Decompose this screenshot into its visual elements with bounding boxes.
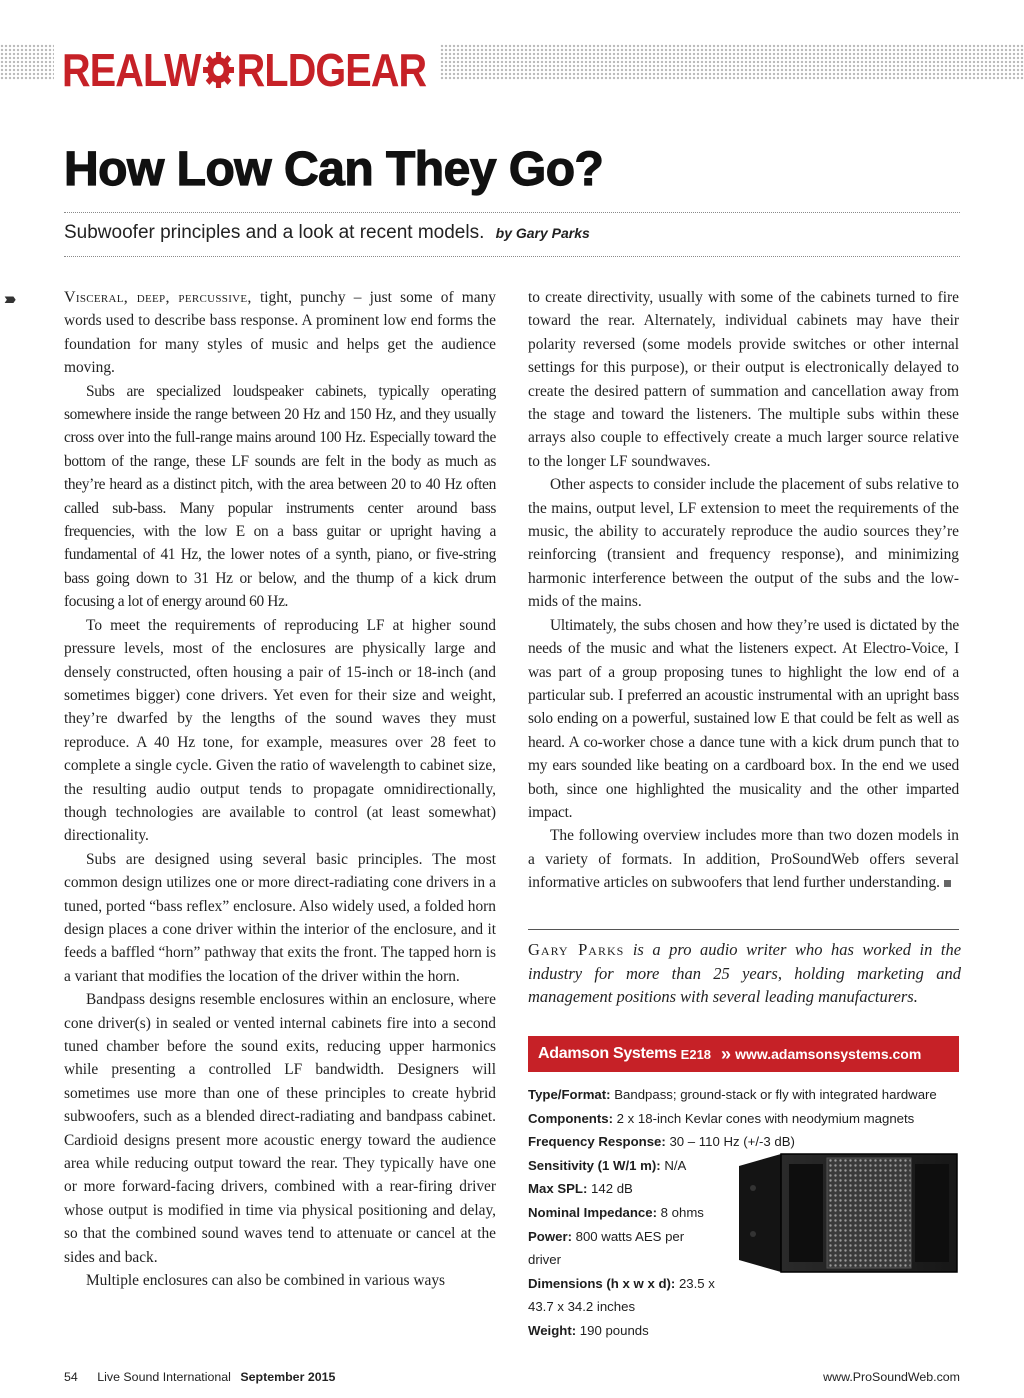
article-title: How Low Can They Go?	[64, 143, 604, 196]
paragraph: The following overview includes more than two dozen models in a variety of formats. In addition, ProSoundWeb offers several informative articles on subwoofers that lend further understanding.	[528, 827, 959, 892]
masthead-logo	[62, 44, 426, 96]
bio-rule	[528, 929, 959, 930]
title-rule	[64, 212, 960, 213]
chevrons-right-icon: ›››››	[4, 289, 13, 308]
article-column-2	[528, 286, 959, 895]
page-footer	[64, 1370, 960, 1384]
spec-row: Frequency Response: 30 – 110 Hz (+/-3 dB)	[528, 1134, 795, 1150]
masthead-dots-right	[440, 44, 1024, 80]
author-bio	[528, 938, 961, 1009]
page-number: 54	[64, 1370, 78, 1384]
bio-name: Gary Parks	[528, 940, 625, 959]
end-square-icon	[944, 880, 951, 887]
paragraph: Subs are specialized loudspeaker cabinets, typically operating somewhere inside the range between 20 Hz and 150 Hz, and they usually cross over into the full-range mains around 100 Hz. Especially toward the bottom of the range, these LF sounds are felt in the body as much as they’re heard as a distinct pitch, with the area between 20 to 40 Hz often called sub-bass. Many popular instruments center around bass frequencies, with the low E on a bass guitar or upright having a fundamental of 41 Hz, the lower notes of a synth, piano, or five-string bass going down to 31 Hz or below, and the thump of a kick drum focusing a lot of energy around 60 Hz.	[64, 382, 496, 611]
issue-date: September 2015	[240, 1370, 336, 1384]
bio-text: is a pro audio writer who has worked in the industry for more than 25 years, holding marketing and management positions with several leading manufacturers.	[528, 940, 962, 1006]
deck-text: Subwoofer principles and a look at recent models.	[64, 222, 485, 243]
spec-row: Components: 2 x 18-inch Kevlar cones with neodymium magnets	[528, 1110, 915, 1126]
masthead-brand-part2: RLDGEAR	[236, 44, 427, 96]
website-link[interactable]: www.ProSoundWeb.com	[823, 1370, 960, 1384]
product-header-bar	[528, 1036, 959, 1072]
product-model: E218	[680, 1046, 712, 1062]
deck-rule	[64, 256, 960, 257]
spec-row: Dimensions (h x w x d): 23.5 x 43.7 x 34.2 inches	[528, 1275, 715, 1315]
paragraph: Visceral, deep, percussive, tight, punchy – just some of many words used to describe bass response. A prominent low end forms the foundation for many styles of music and helps get the audience moving.	[64, 289, 496, 377]
paragraph: Subs are designed using several basic principles. The most common design utilizes one or more direct-radiating cone drivers in a tuned, ported “bass reflex” enclosure. Also widely used, a folded horn design places a cone driver within the interior of the enclosure, and it feeds a baffled “horn” pathway that exits the front. The tapped horn is a variant that modifies the location of the driver within the horn.	[64, 850, 496, 985]
spec-row: Nominal Impedance: 8 ohms	[528, 1204, 704, 1220]
byline: by Gary Parks	[495, 225, 590, 241]
product-brand: Adamson Systems	[538, 1045, 677, 1062]
paragraph: Bandpass designs resemble enclosures within an enclosure, where cone driver(s) in sealed or vented internal cabinets fire into a second tuned chamber before the sound exits, reducing upper harmonics while presenting a controlled LF bandwidth. Designers will sometimes use more than one of these principles to create hybrid subwoofers, such as a blended direct-radiating and bandpass cabinet. Cardioid designs present more acoustic energy toward the audience area while reducing output toward the rear. They typically have one or more forward-facing drivers, combined with a rear-firing driver whose output is modified in time via physical positioning and delay, so that the combined sound waves tend to attenuate or cancel at the sides and back.	[64, 991, 496, 1266]
spec-row: Sensitivity (1 W/1 m): N/A	[528, 1157, 687, 1173]
magazine-name: Live Sound International	[97, 1370, 231, 1384]
chevrons-right-icon: »	[721, 1043, 728, 1064]
paragraph: To meet the requirements of reproducing LF at higher sound pressure levels, most of the enclosures are physically large and densely constructed, often housing a pair of 15-inch or 18-inch (and sometimes bigger) cone drivers. Yet even for their size and weight, they’re dwarfed by the lengths of the sound waves they must reproduce. A 40 Hz tone, for example, measures over 28 feet to complete a single cycle. Given the ratio of wavelength to cabinet size, the resulting audio output tends to propagate omnidirectionally, though technologies are available to control (at least somewhat) directionality.	[64, 616, 496, 845]
masthead-brand-part1: REALW	[62, 44, 201, 96]
masthead-dots-left	[0, 44, 54, 80]
paragraph: to create directivity, usually with some of the cabinets turned to fire toward the rear. Alternately, individual cabinets may have their polarity reversed (some models provide switches or other internal settings for this purpose), or their output is electronically delayed to create the desired pattern of summation and cancellation away from the stage and toward the listeners. The multiple subs within these arrays also couple to effectively create a much larger source relative to the longer LF soundwaves.	[528, 289, 959, 470]
lead-in: Visceral, deep, percussive,	[64, 289, 252, 306]
paragraph: Ultimately, the subs chosen and how they’re used is dictated by the needs of the music and what the listeners expect. At Electro-Voice, I was part of a group proposing tunes to highlight the low end of a particular sub. I preferred an acoustic instrumental with an upright bass solo ending on a powerful, sustained low E that could be felt as well as heard. A co-worker chose a dance tune with a kick drum punch that to my ears sounded like beating on a cardboard box. In the end we used both, since one highlighted the musicality and the other imparted impact.	[528, 616, 959, 821]
spec-row: Weight: 190 pounds	[528, 1322, 649, 1338]
gear-icon	[201, 50, 235, 90]
paragraph: Other aspects to consider include the placement of subs relative to the mains, output level, LF extension to meet the requirements of the music, the ability to accurately reproduce the audio sources they’re reinforcing (transient and frequency response), and minimizing harmonic interference between the output of the subs and the low-mids of the mains.	[528, 476, 959, 611]
article-column-1	[64, 286, 496, 1292]
paragraph: Multiple enclosures can also be combined in various ways	[86, 1272, 446, 1290]
spec-row: Power: 800 watts AES per driver	[528, 1228, 685, 1268]
spec-row: Type/Format: Bandpass; ground-stack or fly with integrated hardware	[528, 1087, 937, 1102]
subwoofer-cabinet-image	[733, 1148, 959, 1280]
article-deck	[64, 222, 590, 244]
product-url[interactable]: www.adamsonsystems.com	[735, 1046, 922, 1062]
spec-row: Max SPL: 142 dB	[528, 1181, 633, 1197]
